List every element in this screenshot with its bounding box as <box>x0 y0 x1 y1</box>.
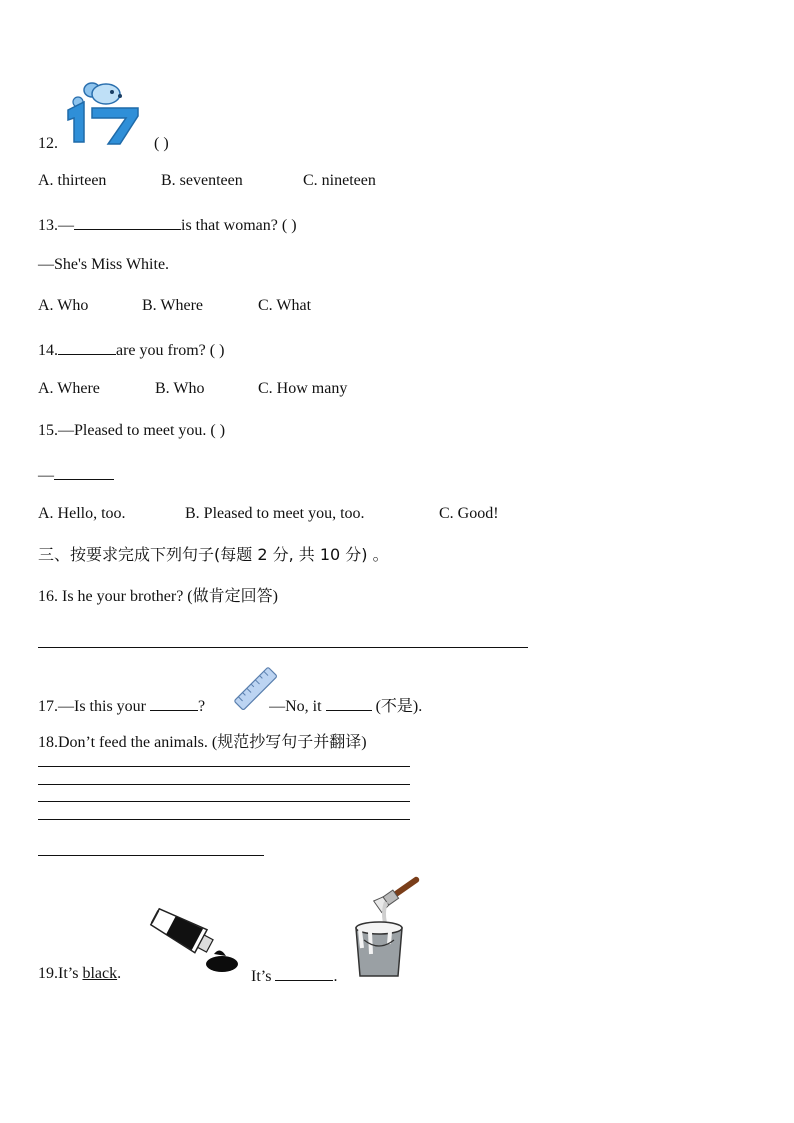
q19-end: . <box>333 968 338 985</box>
q13-option-a[interactable]: A. Who <box>38 297 89 314</box>
q13-line <box>38 213 297 236</box>
q13-dash: — <box>58 217 74 234</box>
q18-rule-3[interactable] <box>38 801 410 802</box>
q14-line <box>38 338 224 361</box>
q16-question: 16. Is he your brother? (做肯定回答) <box>38 588 278 605</box>
q12-number: 12. <box>38 135 58 152</box>
q14-option-b[interactable]: B. Who <box>155 380 205 397</box>
q18-question: 18.Don’t feed the animals. (规范抄写句子并翻译) <box>38 734 367 751</box>
section-3-title: 三、按要求完成下列句子(每题 2 分, 共 10 分) 。 <box>38 545 389 564</box>
q18-rule-4[interactable] <box>38 819 410 820</box>
q13-number: 13. <box>38 217 58 234</box>
q13-options <box>38 296 311 316</box>
q15-option-c[interactable]: C. Good! <box>439 505 499 522</box>
q17-part1: 17.—Is this your <box>38 698 146 715</box>
q19-part2: It’s <box>251 968 272 985</box>
q18-rule-1[interactable] <box>38 766 410 767</box>
q19-answer-line <box>251 964 337 987</box>
q19-line <box>38 964 121 984</box>
q14-option-a[interactable]: A. Where <box>38 380 100 397</box>
q15-blank[interactable] <box>54 463 114 480</box>
q13-answer: —She's Miss White. <box>38 256 170 273</box>
q12-option-a[interactable]: A. thirteen <box>38 172 107 189</box>
q17-hint: (不是). <box>375 698 423 715</box>
q14-blank[interactable] <box>58 338 116 355</box>
q18-rule-2[interactable] <box>38 784 410 785</box>
q19-period: . <box>117 965 122 982</box>
q12-options <box>38 171 376 191</box>
q17-blank-1[interactable] <box>150 694 198 711</box>
q19-part1: 19.It’s <box>38 965 79 982</box>
q13-question: is that woman? ( ) <box>181 217 297 234</box>
q12-line <box>38 134 169 154</box>
q17-qmark: ? <box>198 698 206 715</box>
ruler-icon <box>230 664 282 714</box>
q12-option-c[interactable]: C. nineteen <box>303 172 376 189</box>
q15-answer-line <box>38 463 114 486</box>
q14-option-c[interactable]: C. How many <box>258 380 348 397</box>
q12-option-b[interactable]: B. seventeen <box>161 172 243 189</box>
q18-translation-rule[interactable] <box>38 855 264 856</box>
q15-option-a[interactable]: A. Hello, too. <box>38 505 126 522</box>
white-paint-bucket-icon <box>346 874 428 980</box>
black-paint-tube-icon <box>144 906 240 976</box>
q14-question: are you from? ( ) <box>116 342 225 359</box>
q14-options <box>38 379 347 399</box>
q15-option-b[interactable]: B. Pleased to meet you, too. <box>185 505 365 522</box>
q15-question: 15.—Pleased to meet you. ( ) <box>38 422 226 439</box>
q15-dash: — <box>38 467 54 484</box>
q16-answer-rule[interactable] <box>38 647 528 648</box>
q13-option-b[interactable]: B. Where <box>142 297 204 314</box>
q17-part2: —No, it <box>269 698 322 715</box>
q13-option-c[interactable]: C. What <box>258 297 312 314</box>
q15-options <box>38 504 499 524</box>
q13-blank[interactable] <box>74 213 181 230</box>
q19-underlined-word: black <box>82 965 118 982</box>
q12-paren: ( ) <box>154 135 169 152</box>
q17-blank-2[interactable] <box>326 694 372 711</box>
q14-number: 14. <box>38 342 58 359</box>
q19-blank[interactable] <box>275 964 333 981</box>
